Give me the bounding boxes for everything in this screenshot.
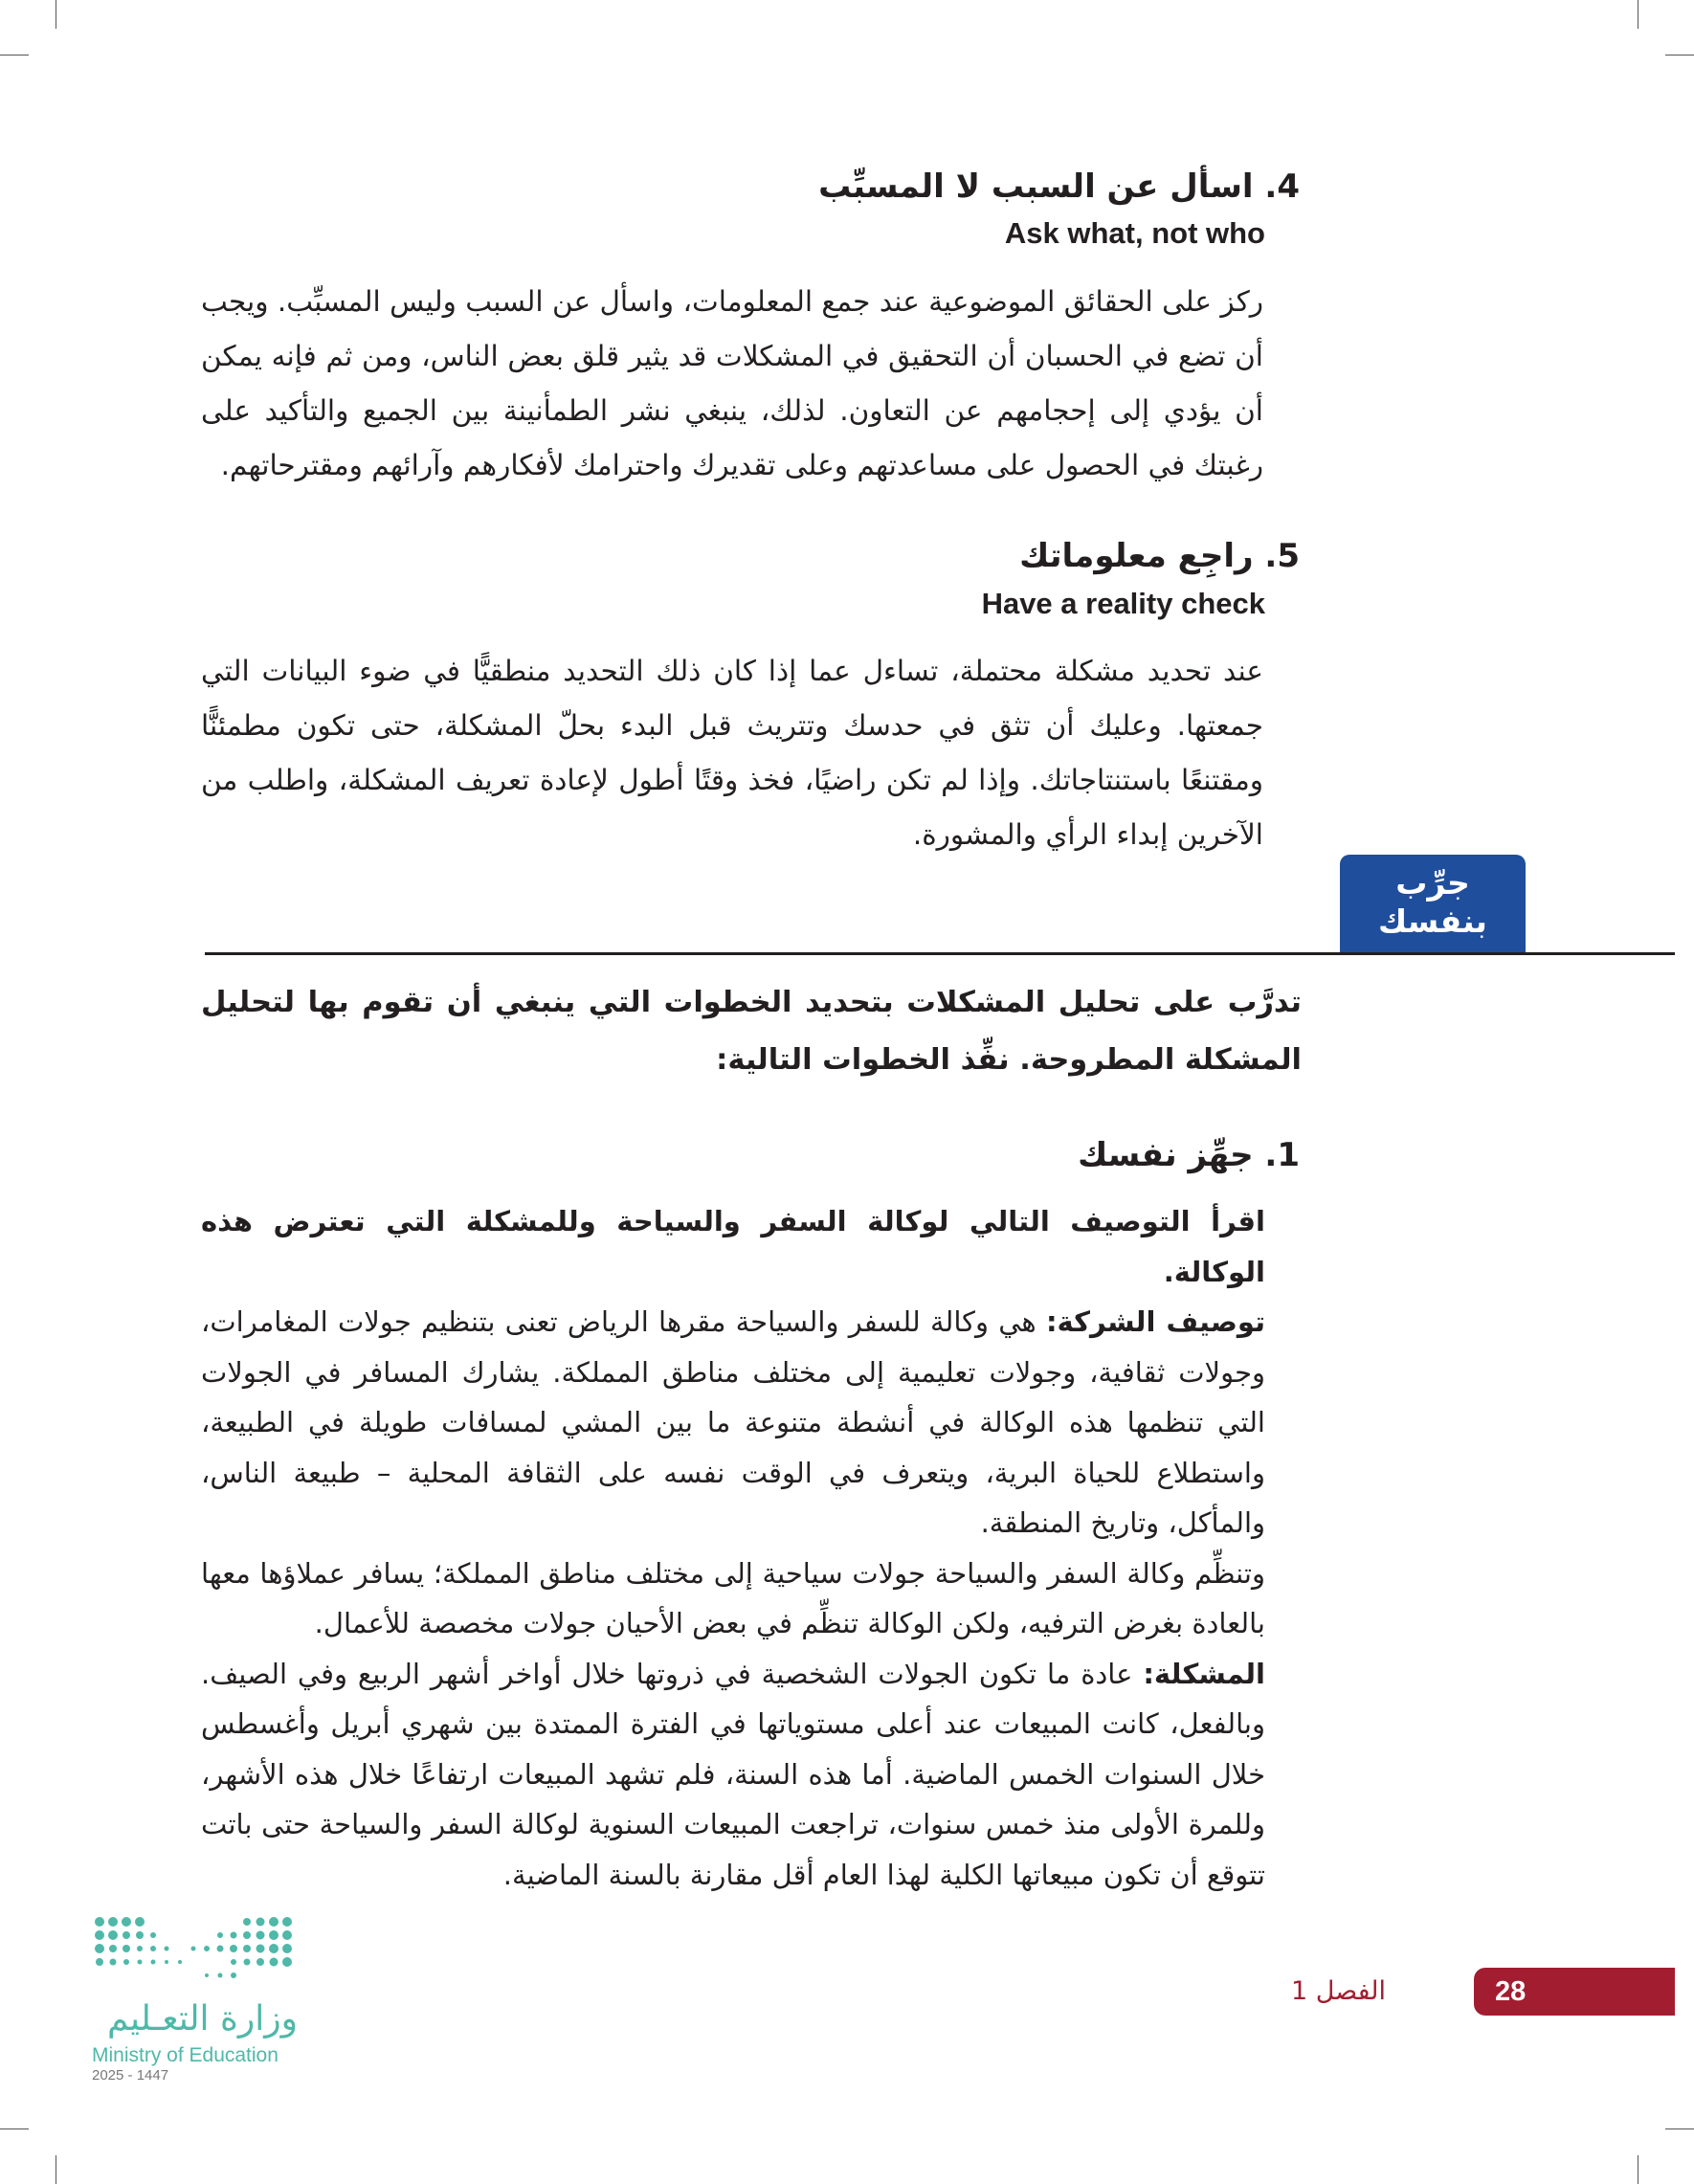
- try-box-line1: جرِّب: [1395, 864, 1470, 902]
- tours-text: وتنظِّم وكالة السفر والسياحة جولات سياحية إلى مختلف مناطق المملكة؛ يسافر عملاؤها معها بالعادة بغرض الترفيه، ولكن الوكالة تنظِّم في بعض الأحيان جولات مخصصة للأعمال.: [201, 1556, 1265, 1639]
- crop-mark: [0, 2128, 29, 2129]
- ministry-logo-dots-icon: [92, 1914, 302, 1981]
- step-1-content: [201, 1196, 1265, 1900]
- page-number-tab: [1474, 1968, 1675, 2016]
- chapter-label: الفصل 1: [1290, 1976, 1386, 2006]
- crop-mark: [1665, 2128, 1694, 2129]
- problem-label: المشكلة:: [1143, 1657, 1265, 1690]
- ministry-year: 2025 - 1447: [92, 2067, 169, 2084]
- section-4-heading: 4. اسأل عن السبب لا المسبِّب: [818, 167, 1300, 206]
- section-5-heading: 5. راجِع معلوماتك: [1019, 537, 1300, 575]
- section-5-paragraph: عند تحديد مشكلة محتملة، تساءل عما إذا كان ذلك التحديد منطقيًّا في ضوء البيانات التي جمعتها. وعليك أن تثق في حدسك وتتريث قبل البدء بحلّ المشكلة، حتى تكون مطمئنًّا ومقتنعًا باستنتاجاتك. وإذا لم تكن راضيًا، فخذ وقتًا أطول لإعادة تعريف المشكلة، واطلب من الآخرين إبداء الرأي والمشورة.: [201, 655, 1263, 851]
- instruction-text: اقرأ التوصيف التالي لوكالة السفر والسياحة وللمشكلة التي تعترض هذه الوكالة.: [201, 1205, 1265, 1288]
- exercise-intro-text: تدرَّب على تحليل المشكلات بتحديد الخطوات التي ينبغي أن تقوم بها لتحليل المشكلة المطروحة. نفِّذ الخطوات التالية:: [201, 986, 1302, 1077]
- ministry-name-english: Ministry of Education: [92, 2044, 279, 2066]
- crop-mark: [1665, 55, 1694, 56]
- company-text: هي وكالة للسفر والسياحة مقرها الرياض تعنى بتنظيم جولات المغامرات، وجولات ثقافية، وجولات تعليمية إلى مختلف مناطق المملكة. يشارك المسافر في الجولات التي تنظمها هذه الوكالة في أنشطة متنوعة ما بين المشي لمسافات طويلة في الطبيعة، واستطلاع للحياة البرية، ويتعرف في الوقت نفسه على الثقافة المحلية – طبيعة الناس، والمأكل، وتاريخ المنطقة.: [201, 1305, 1265, 1539]
- step-1-heading: 1. جهِّز نفسك: [1078, 1136, 1300, 1174]
- problem-text: عادة ما تكون الجولات الشخصية في ذروتها خلال أواخر أشهر الربيع وفي الصيف. وبالفعل، كانت المبيعات عند أعلى مستوياتها في الفترة الممتدة بين شهري أبريل وأغسطس خلال السنوات الخمس الماضية. أما هذه السنة، فلم تشهد المبيعات ارتفاعًا خلال هذه الأشهر، وللمرة الأولى منذ خمس سنوات، تراجعت المبيعات السنوية لوكالة السفر والسياحة حتى باتت تتوقع أن تكون مبيعاتها الكلية لهذا العام أقل مقارنة بالسنة الماضية.: [201, 1657, 1265, 1891]
- ministry-name-arabic: وزارة التعـليم: [107, 1999, 298, 2039]
- try-box-line2: بنفسك: [1378, 903, 1487, 940]
- crop-mark: [0, 55, 29, 56]
- page-number: 28: [1495, 1976, 1527, 2007]
- section-5-body: [201, 644, 1263, 862]
- try-yourself-box: [1340, 855, 1526, 953]
- section-4-english-heading: Ask what, not who: [1004, 216, 1265, 250]
- company-label: توصيف الشركة:: [1045, 1305, 1265, 1338]
- problem-description: [201, 1649, 1265, 1901]
- exercise-intro: [201, 974, 1302, 1089]
- section-4-body: [201, 275, 1263, 493]
- ministry-logo: [92, 1914, 312, 2086]
- section-4-paragraph: ركز على الحقائق الموضوعية عند جمع المعلومات، واسأل عن السبب وليس المسبِّب. ويجب أن تضع في الحسبان أن التحقيق في المشكلات قد يثير قلق بعض الناس، ومن ثم فإنه يمكن أن يؤدي إلى إحجامهم عن التعاون. لذلك، ينبغي نشر الطمأنينة بين الجميع والتأكيد على رغبتك في الحصول على مساعدتهم وعلى تقديرك واحترامك لأفكارهم وآرائهم ومقترحاتهم.: [201, 285, 1263, 481]
- section-divider: [205, 952, 1675, 955]
- company-description: [201, 1297, 1265, 1549]
- section-5-english-heading: Have a reality check: [981, 587, 1265, 620]
